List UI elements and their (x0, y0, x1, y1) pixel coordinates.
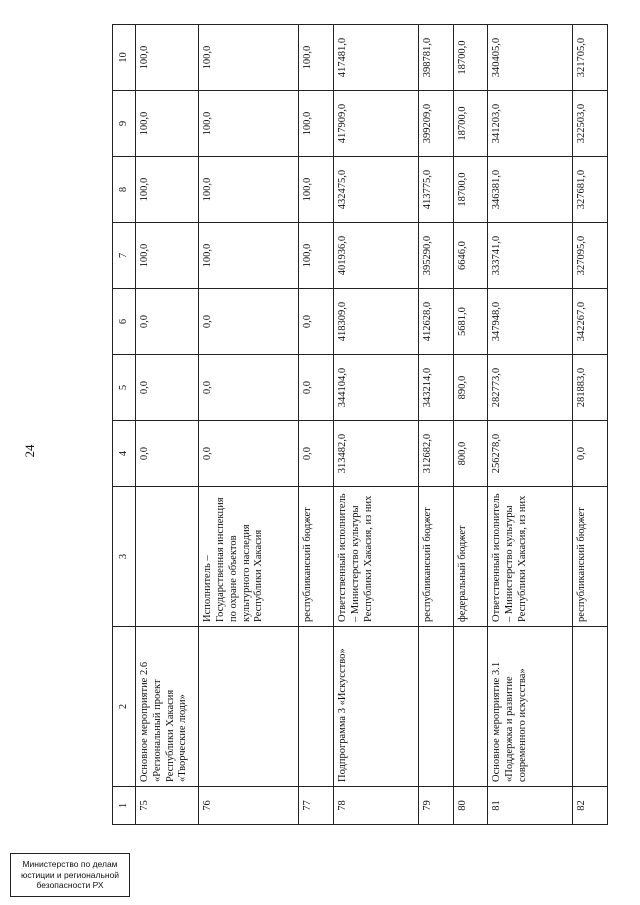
row-value: 890,0 (453, 355, 488, 421)
row-value: 322503,0 (573, 91, 608, 157)
row-value: 0,0 (136, 289, 199, 355)
table-header-row (113, 25, 136, 825)
row-value: 0,0 (199, 355, 299, 421)
column-header: 7 (113, 223, 136, 289)
row-value: 340405,0 (488, 25, 573, 91)
row-value: 800,0 (453, 421, 488, 487)
row-name (573, 627, 608, 787)
column-header: 4 (113, 421, 136, 487)
row-number: 76 (199, 787, 299, 825)
row-value: 281883,0 (573, 355, 608, 421)
row-value: 0,0 (136, 355, 199, 421)
stamp-line: безопасности РХ (36, 880, 104, 891)
row-source: федеральный бюджет (453, 487, 488, 627)
row-name (418, 627, 453, 787)
column-header: 2 (113, 627, 136, 787)
row-value: 333741,0 (488, 223, 573, 289)
row-value: 342267,0 (573, 289, 608, 355)
row-value: 312682,0 (418, 421, 453, 487)
row-value: 313482,0 (334, 421, 419, 487)
row-value: 100,0 (199, 25, 299, 91)
table-row (418, 25, 453, 825)
table-container (112, 29, 608, 825)
row-name (299, 627, 334, 787)
stamp-line: Министерство по делам (22, 858, 118, 869)
row-value: 398781,0 (418, 25, 453, 91)
row-value: 100,0 (136, 223, 199, 289)
row-value: 341203,0 (488, 91, 573, 157)
row-number: 79 (418, 787, 453, 825)
row-value: 347948,0 (488, 289, 573, 355)
row-number: 75 (136, 787, 199, 825)
row-value: 401936,0 (334, 223, 419, 289)
row-source: Исполнитель – Государственная инспекция по охране объектов культурного наследия Республики Хакасия (199, 487, 299, 627)
row-value: 100,0 (299, 25, 334, 91)
ministry-stamp (10, 853, 130, 897)
column-header: 8 (113, 157, 136, 223)
row-value: 100,0 (299, 91, 334, 157)
row-value: 18700,0 (453, 25, 488, 91)
row-value: 282773,0 (488, 355, 573, 421)
table-row (136, 25, 199, 825)
row-value: 0,0 (299, 355, 334, 421)
data-table (112, 24, 608, 825)
row-value: 100,0 (199, 157, 299, 223)
row-number: 81 (488, 787, 573, 825)
row-value: 100,0 (299, 157, 334, 223)
table-row (453, 25, 488, 825)
row-value: 100,0 (136, 157, 199, 223)
row-value: 18700,0 (453, 91, 488, 157)
row-value: 6646,0 (453, 223, 488, 289)
row-value: 344104,0 (334, 355, 419, 421)
row-value: 5681,0 (453, 289, 488, 355)
row-source: республиканский бюджет (573, 487, 608, 627)
row-value: 418309,0 (334, 289, 419, 355)
row-value: 399209,0 (418, 91, 453, 157)
row-number: 77 (299, 787, 334, 825)
column-header: 9 (113, 91, 136, 157)
table-row (573, 25, 608, 825)
row-value: 100,0 (299, 223, 334, 289)
row-value: 327095,0 (573, 223, 608, 289)
row-source (136, 487, 199, 627)
row-value: 100,0 (136, 25, 199, 91)
row-value: 395290,0 (418, 223, 453, 289)
row-number: 82 (573, 787, 608, 825)
row-value: 0,0 (199, 289, 299, 355)
row-value: 18700,0 (453, 157, 488, 223)
column-header: 3 (113, 487, 136, 627)
row-value: 432475,0 (334, 157, 419, 223)
row-value: 256278,0 (488, 421, 573, 487)
row-value: 413775,0 (418, 157, 453, 223)
row-value: 100,0 (199, 91, 299, 157)
row-value: 412628,0 (418, 289, 453, 355)
table-row (334, 25, 419, 825)
row-source: Ответственный исполнитель – Министерство культуры Республики Хакасия, из них (334, 487, 419, 627)
page-number: 24 (22, 444, 37, 458)
column-header: 5 (113, 355, 136, 421)
stamp-line: юстиции и региональной (20, 869, 120, 880)
table-row (299, 25, 334, 825)
row-name: Основное мероприятие 3.1 «Поддержка и развитие современного искусства» (488, 627, 573, 787)
row-value: 321705,0 (573, 25, 608, 91)
row-name (453, 627, 488, 787)
row-name: Основное мероприятие 2.6 «Региональный проект Республики Хакасия «Творческие люди» (136, 627, 199, 787)
row-value: 327681,0 (573, 157, 608, 223)
row-value: 417909,0 (334, 91, 419, 157)
table-row (488, 25, 573, 825)
row-value: 0,0 (299, 421, 334, 487)
row-value: 0,0 (136, 421, 199, 487)
row-value: 100,0 (199, 223, 299, 289)
row-source: республиканский бюджет (418, 487, 453, 627)
table-row (199, 25, 299, 825)
row-source: Ответственный исполнитель – Министерство культуры Республики Хакасия, из них (488, 487, 573, 627)
column-header: 6 (113, 289, 136, 355)
row-value: 0,0 (299, 289, 334, 355)
row-value: 346381,0 (488, 157, 573, 223)
column-header: 1 (113, 787, 136, 825)
row-value: 343214,0 (418, 355, 453, 421)
row-value: 417481,0 (334, 25, 419, 91)
row-value: 100,0 (136, 91, 199, 157)
row-name: Подпрограмма 3 «Искусство» (334, 627, 419, 787)
row-source: республиканский бюджет (299, 487, 334, 627)
row-value: 0,0 (199, 421, 299, 487)
row-name (199, 627, 299, 787)
column-header: 10 (113, 25, 136, 91)
row-value: 0,0 (573, 421, 608, 487)
row-number: 80 (453, 787, 488, 825)
row-number: 78 (334, 787, 419, 825)
